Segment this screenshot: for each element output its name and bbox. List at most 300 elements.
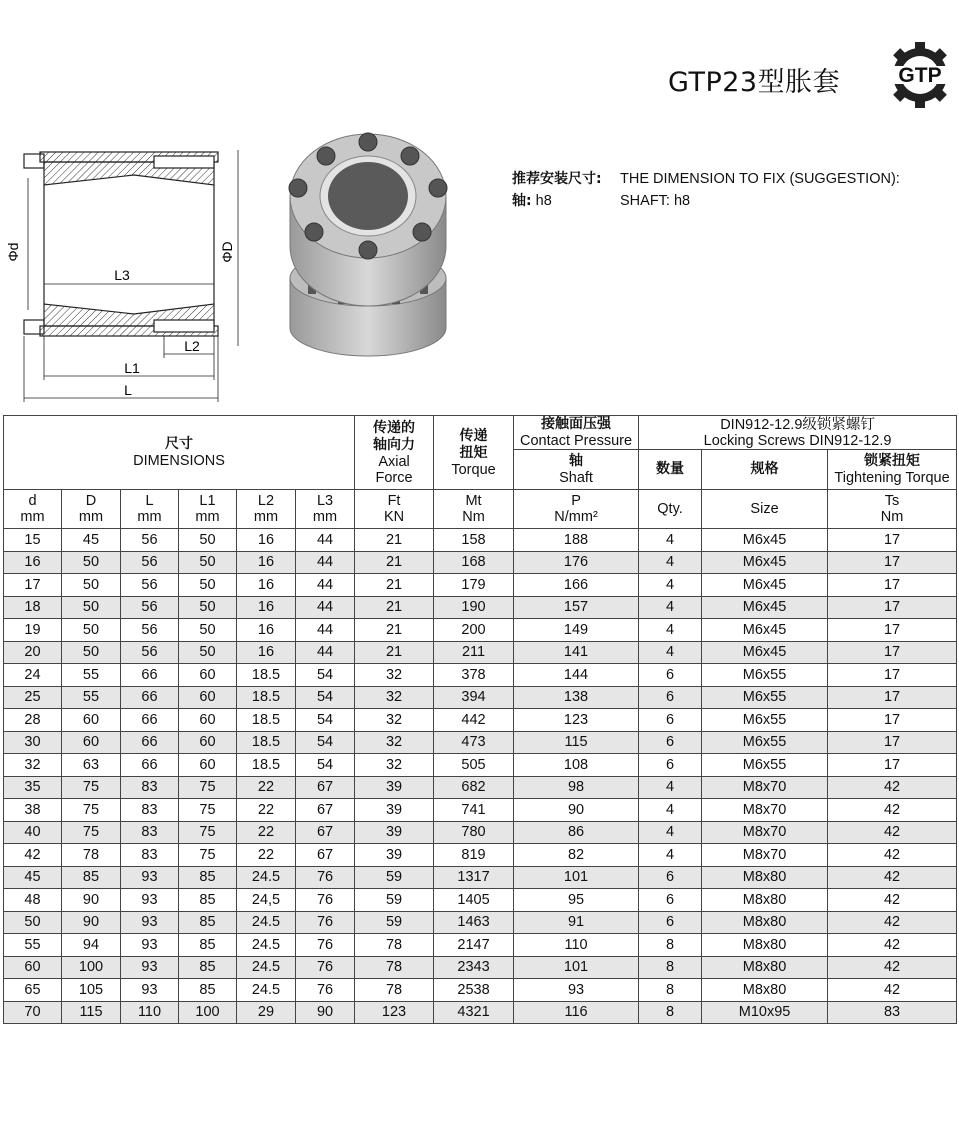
unit-header-cell: D mm [62,490,121,529]
table-cell: 75 [179,844,237,867]
unit-header-cell: Ft KN [355,490,434,529]
screws-header: DIN912-12.9级锁紧螺钉 Locking Screws DIN912-12.9 [639,416,957,450]
table-cell: 67 [296,776,355,799]
table-cell: 85 [179,956,237,979]
table-cell: M8x70 [702,844,828,867]
table-cell: M8x70 [702,821,828,844]
table-cell: 200 [434,619,514,642]
table-cell: 56 [121,619,179,642]
table-cell: M6x55 [702,709,828,732]
table-cell: 16 [4,551,62,574]
table-cell: 32 [355,709,434,732]
table-cell: 144 [514,664,639,687]
table-cell: 83 [121,776,179,799]
table-row [4,731,957,754]
table-cell: 85 [179,911,237,934]
table-cell: 4 [639,529,702,552]
table-cell: 17 [828,731,957,754]
table-cell: 98 [514,776,639,799]
table-cell: 32 [355,731,434,754]
table-row [4,574,957,597]
unit-header-cell: Mt Nm [434,490,514,529]
label-d: Φd [5,242,21,262]
table-cell: 105 [62,979,121,1002]
table-cell: 123 [514,709,639,732]
table-cell: 83 [121,799,179,822]
table-cell: 42 [828,956,957,979]
table-cell: M8x80 [702,979,828,1002]
table-cell: 30 [4,731,62,754]
table-cell: 60 [179,709,237,732]
table-row [4,889,957,912]
table-cell: 101 [514,956,639,979]
table-cell: 110 [514,934,639,957]
table-cell: M8x80 [702,911,828,934]
table-cell: 4321 [434,1001,514,1024]
table-cell: M8x80 [702,889,828,912]
table-row [4,866,957,889]
table-cell: 17 [828,686,957,709]
table-cell: 17 [828,529,957,552]
table-cell: 93 [121,889,179,912]
table-cell: 78 [355,956,434,979]
qty-header: 数量 [639,450,702,490]
table-cell: 21 [355,641,434,664]
table-cell: 35 [4,776,62,799]
table-cell: 179 [434,574,514,597]
table-cell: 18.5 [237,664,296,687]
table-cell: 66 [121,709,179,732]
table-cell: 4 [639,574,702,597]
page-title: GTP23型胀套 [668,67,841,98]
table-cell: 50 [179,596,237,619]
table-cell: 54 [296,664,355,687]
table-cell: 149 [514,619,639,642]
label-L3: L3 [114,267,130,283]
table-cell: 190 [434,596,514,619]
table-cell: 141 [514,641,639,664]
table-cell: 4 [639,596,702,619]
table-cell: 45 [4,866,62,889]
table-cell: 59 [355,866,434,889]
table-cell: M6x45 [702,641,828,664]
unit-header-cell: d mm [4,490,62,529]
table-cell: 56 [121,551,179,574]
table-cell: 21 [355,551,434,574]
table-cell: 76 [296,889,355,912]
table-cell: 741 [434,799,514,822]
table-cell: 17 [4,574,62,597]
table-cell: 44 [296,529,355,552]
table-cell: 8 [639,979,702,1002]
table-cell: 50 [62,574,121,597]
table-row [4,1001,957,1024]
unit-header-cell: Ts Nm [828,490,957,529]
shaft-header: 轴 Shaft [514,450,639,490]
table-cell: 8 [639,956,702,979]
table-cell: 75 [179,799,237,822]
tightening-header: 锁紧扭矩 Tightening Torque [828,450,957,490]
table-cell: 54 [296,709,355,732]
table-cell: 42 [828,776,957,799]
table-cell: 101 [514,866,639,889]
table-cell: 20 [4,641,62,664]
table-cell: 60 [179,731,237,754]
table-row [4,551,957,574]
table-cell: 50 [179,551,237,574]
table-cell: 16 [237,574,296,597]
table-cell: 54 [296,731,355,754]
table-cell: 40 [4,821,62,844]
table-cell: 39 [355,799,434,822]
table-cell: 211 [434,641,514,664]
table-cell: 39 [355,821,434,844]
table-cell: 60 [62,731,121,754]
table-cell: 78 [355,934,434,957]
table-row [4,754,957,777]
table-cell: 83 [121,844,179,867]
table-cell: 60 [179,686,237,709]
table-cell: 93 [121,979,179,1002]
table-cell: 4 [639,776,702,799]
table-cell: 93 [121,866,179,889]
table-cell: 158 [434,529,514,552]
table-cell: 24 [4,664,62,687]
table-cell: 42 [4,844,62,867]
technical-drawing [4,140,250,408]
table-cell: 22 [237,821,296,844]
table-cell: 42 [828,821,957,844]
table-cell: 4 [639,821,702,844]
table-cell: 50 [4,911,62,934]
table-cell: 65 [4,979,62,1002]
table-cell: 1317 [434,866,514,889]
table-cell: 76 [296,866,355,889]
table-cell: M10x95 [702,1001,828,1024]
table-cell: 17 [828,709,957,732]
table-cell: 60 [62,709,121,732]
table-cell: 93 [514,979,639,1002]
table-cell: 16 [237,529,296,552]
table-cell: 44 [296,641,355,664]
table-cell: 2147 [434,934,514,957]
table-cell: 66 [121,686,179,709]
table-cell: 21 [355,529,434,552]
product-photo [268,128,468,358]
table-cell: 100 [179,1001,237,1024]
table-cell: 91 [514,911,639,934]
table-cell: 18.5 [237,731,296,754]
table-cell: 32 [355,754,434,777]
table-cell: 67 [296,844,355,867]
table-cell: 28 [4,709,62,732]
table-cell: M6x55 [702,754,828,777]
table-cell: 6 [639,911,702,934]
table-cell: 157 [514,596,639,619]
unit-header-cell: L mm [121,490,179,529]
label-L2: L2 [184,338,200,354]
table-cell: 54 [296,754,355,777]
table-cell: 70 [4,1001,62,1024]
table-row [4,686,957,709]
label-L1: L1 [124,360,140,376]
table-row [4,664,957,687]
table-cell: 168 [434,551,514,574]
table-row [4,956,957,979]
unit-header-cell: L3 mm [296,490,355,529]
table-cell: 76 [296,934,355,957]
table-cell: 76 [296,956,355,979]
table-cell: 6 [639,754,702,777]
table-cell: M6x55 [702,664,828,687]
table-cell: 18 [4,596,62,619]
table-cell: 15 [4,529,62,552]
table-cell: 54 [296,686,355,709]
pressure-header: 接触面压强 Contact Pressure [514,416,639,450]
table-cell: 32 [4,754,62,777]
table-cell: 1463 [434,911,514,934]
table-cell: 123 [355,1001,434,1024]
table-cell: 82 [514,844,639,867]
table-cell: M6x45 [702,529,828,552]
unit-header-cell: L1 mm [179,490,237,529]
table-cell: 6 [639,664,702,687]
table-cell: 60 [179,754,237,777]
spec-table [3,415,957,1024]
size-header: 规格 [702,450,828,490]
table-row [4,596,957,619]
table-cell: 17 [828,754,957,777]
table-cell: 8 [639,1001,702,1024]
table-cell: 66 [121,731,179,754]
table-cell: 115 [62,1001,121,1024]
torque-header: 传递 扭矩 Torque [434,416,514,490]
table-cell: 2538 [434,979,514,1002]
table-row [4,911,957,934]
table-cell: 42 [828,889,957,912]
table-cell: 83 [121,821,179,844]
table-cell: 24.5 [237,866,296,889]
table-cell: 6 [639,686,702,709]
table-cell: 25 [4,686,62,709]
table-cell: 24.5 [237,934,296,957]
table-cell: 100 [62,956,121,979]
table-cell: 66 [121,754,179,777]
table-cell: 378 [434,664,514,687]
shaft-en-label: SHAFT: h8 [620,193,691,209]
table-cell: 24.5 [237,911,296,934]
table-row [4,799,957,822]
table-cell: 50 [62,596,121,619]
table-cell: 22 [237,844,296,867]
table-cell: 394 [434,686,514,709]
table-cell: 39 [355,776,434,799]
table-cell: 42 [828,934,957,957]
table-cell: M6x45 [702,619,828,642]
table-cell: 6 [639,709,702,732]
table-cell: 86 [514,821,639,844]
table-row [4,776,957,799]
table-cell: 166 [514,574,639,597]
table-cell: 18.5 [237,709,296,732]
table-cell: 24.5 [237,979,296,1002]
table-cell: 95 [514,889,639,912]
gtp-logo [884,42,956,108]
install-info [512,168,900,212]
table-cell: 442 [434,709,514,732]
table-cell: 42 [828,911,957,934]
table-cell: 55 [4,934,62,957]
unit-header-cell: Size [702,490,828,529]
table-cell: 4 [639,551,702,574]
table-cell: 93 [121,956,179,979]
table-cell: 45 [62,529,121,552]
table-cell: 48 [4,889,62,912]
table-cell: 50 [62,641,121,664]
table-cell: 90 [514,799,639,822]
table-cell: 176 [514,551,639,574]
table-cell: 56 [121,596,179,619]
table-cell: 21 [355,619,434,642]
table-row [4,844,957,867]
table-row [4,979,957,1002]
table-cell: 56 [121,574,179,597]
table-cell: 115 [514,731,639,754]
table-row [4,641,957,664]
table-cell: 75 [62,821,121,844]
table-cell: 44 [296,574,355,597]
table-cell: 16 [237,551,296,574]
table-cell: 188 [514,529,639,552]
table-cell: 85 [179,889,237,912]
table-cell: 6 [639,866,702,889]
table-cell: 55 [62,686,121,709]
table-cell: 85 [179,979,237,1002]
table-cell: 44 [296,619,355,642]
table-cell: 780 [434,821,514,844]
table-cell: M8x80 [702,956,828,979]
table-cell: 78 [62,844,121,867]
table-cell: 67 [296,799,355,822]
table-cell: 17 [828,664,957,687]
unit-header-cell: P N/mm² [514,490,639,529]
table-cell: 75 [62,799,121,822]
table-cell: 75 [179,821,237,844]
table-cell: 682 [434,776,514,799]
table-cell: M6x55 [702,686,828,709]
table-cell: M8x70 [702,799,828,822]
table-cell: 2343 [434,956,514,979]
table-cell: 85 [179,866,237,889]
table-row [4,529,957,552]
table-cell: 6 [639,889,702,912]
table-cell: 21 [355,574,434,597]
table-cell: 4 [639,799,702,822]
table-cell: 90 [62,911,121,934]
table-cell: 50 [179,529,237,552]
table-cell: 90 [62,889,121,912]
spec-body [4,529,957,1024]
table-cell: 4 [639,844,702,867]
table-cell: 42 [828,979,957,1002]
table-cell: 16 [237,619,296,642]
table-cell: 24.5 [237,956,296,979]
table-cell: 42 [828,866,957,889]
table-cell: 94 [62,934,121,957]
table-cell: 1405 [434,889,514,912]
table-cell: 17 [828,551,957,574]
table-cell: 50 [62,619,121,642]
table-cell: 32 [355,664,434,687]
table-cell: 93 [121,911,179,934]
unit-row [4,490,957,529]
label-D: ΦD [219,241,235,263]
table-cell: M6x45 [702,596,828,619]
table-cell: 22 [237,799,296,822]
table-cell: M8x70 [702,776,828,799]
logo-text: GTP [898,64,942,87]
table-cell: 38 [4,799,62,822]
shaft-cn-label: 轴: [512,193,532,209]
table-cell: 22 [237,776,296,799]
table-cell: 83 [828,1001,957,1024]
table-cell: 66 [121,664,179,687]
unit-header-cell: Qty. [639,490,702,529]
table-cell: 17 [828,619,957,642]
table-cell: 819 [434,844,514,867]
table-cell: 63 [62,754,121,777]
axial-force-header: 传递的 轴向力 Axial Force [355,416,434,490]
table-row [4,619,957,642]
table-cell: 59 [355,911,434,934]
table-cell: 78 [355,979,434,1002]
table-cell: 75 [62,776,121,799]
table-cell: 17 [828,574,957,597]
table-cell: M6x55 [702,731,828,754]
table-cell: 50 [179,574,237,597]
table-row [4,934,957,957]
table-cell: 42 [828,844,957,867]
label-L: L [124,382,132,398]
table-cell: 473 [434,731,514,754]
table-cell: 32 [355,686,434,709]
table-cell: 16 [237,596,296,619]
table-cell: 4 [639,619,702,642]
table-cell: 21 [355,596,434,619]
table-cell: 18.5 [237,754,296,777]
table-cell: 75 [179,776,237,799]
table-cell: M6x45 [702,574,828,597]
table-cell: 56 [121,641,179,664]
table-cell: 6 [639,731,702,754]
table-cell: 76 [296,979,355,1002]
table-row [4,821,957,844]
table-cell: 76 [296,911,355,934]
dimensions-header: 尺寸 DIMENSIONS [4,416,355,490]
table-cell: 29 [237,1001,296,1024]
table-cell: 90 [296,1001,355,1024]
table-cell: 50 [62,551,121,574]
table-cell: 85 [179,934,237,957]
install-en-label: THE DIMENSION TO FIX (SUGGESTION): [620,171,900,187]
unit-header-cell: L2 mm [237,490,296,529]
table-cell: 55 [62,664,121,687]
install-cn-label: 推荐安装尺寸: [512,171,602,187]
table-cell: 24,5 [237,889,296,912]
table-cell: M8x80 [702,934,828,957]
table-cell: 56 [121,529,179,552]
table-cell: 60 [179,664,237,687]
